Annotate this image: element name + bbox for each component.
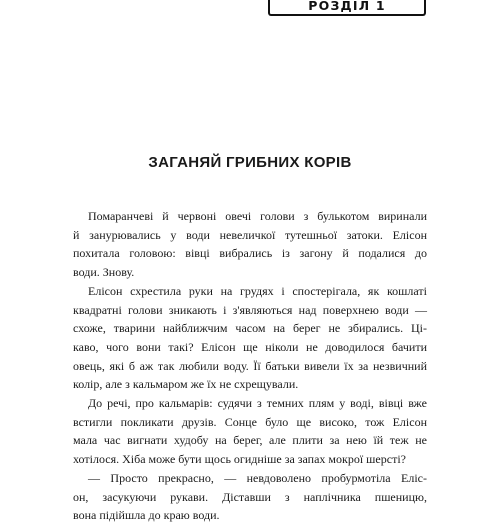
paragraph (73, 469, 427, 525)
chapter-title: ЗАГАНЯЙ ГРИБНИХ КОРІВ (148, 154, 352, 171)
paragraph (73, 207, 427, 282)
text-line: похитала головою: вівці вибрались із загону й подалися до (73, 246, 427, 261)
text-line: каво, чого вони такі? Елісон ще ніколи не доводилося бачити (73, 339, 427, 354)
paragraph (73, 282, 427, 394)
text-line: — Просто прекрасно, — невдоволено пробурмотіла Еліс- (88, 470, 427, 485)
text-line: схоже, тварини найближчим часом на берег не збирались. Ці- (73, 321, 427, 336)
text-line: Елісон схрестила руки на грудях і спостерігала, як кошлаті (88, 283, 427, 298)
text-line: вона підійшла до краю води. (73, 508, 220, 523)
text-line: хотілося. Хіба може бути щось огидніше за запах мокрої шерсті? (73, 452, 406, 467)
text-line: До речі, про кальмарів: судячи з темних плям у воді, вівці вже (88, 396, 427, 411)
chapter-label: РОЗДІЛ 1 (308, 0, 386, 13)
text-line: встигли покликати друзів. Сонце було ще високо, тож Елісон (73, 414, 427, 429)
text-line: овець, які б аж так любили воду. Її батьки вивели їх за незвичний (73, 358, 427, 373)
text-line: й занурювались у води невеличкої тутешньої затоки. Елісон (73, 227, 427, 242)
paragraph (73, 394, 427, 469)
text-line: Помаранчеві й червоні овечі голови з булькотом виринали (88, 209, 427, 223)
body-text (73, 207, 427, 525)
text-line: мала час вигнати худобу на берег, але плити за нею їй теж не (73, 433, 427, 448)
text-line: квадратні голови зникають і з'являються над поверхнею води — (73, 302, 427, 317)
chapter-tab (268, 0, 426, 16)
text-line: води. Знову. (73, 265, 135, 280)
text-line: он, засукуючи рукави. Діставши з наплічника пшеницю, (73, 489, 427, 504)
text-line: колір, але з кальмаром же їх не схрещували. (73, 377, 299, 392)
